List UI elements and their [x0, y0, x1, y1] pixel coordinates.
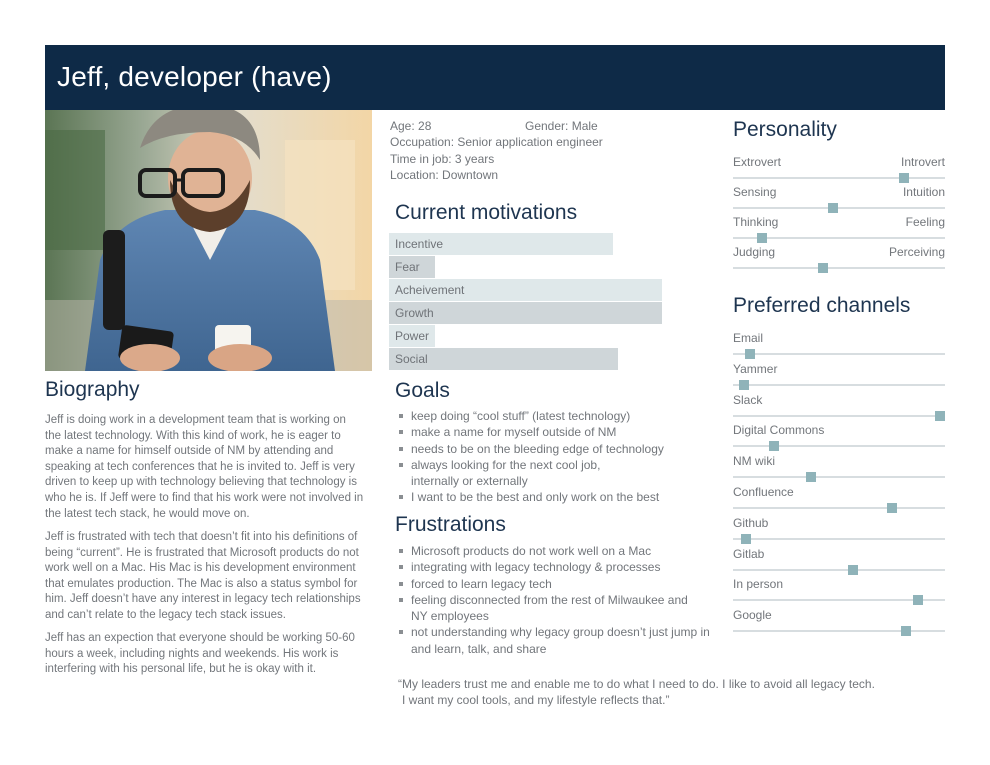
biography-paragraph: Jeff has an expection that everyone should be working 50-60 hours a week, including nights and weekends. His work is interfering with his personal life, but he is okay with it. [45, 632, 355, 676]
slider-knob [769, 441, 779, 451]
slider-label-right: Intuition [902, 185, 945, 199]
slider-thinking-feeling [733, 215, 945, 249]
quote-line: “My leaders trust me and enable me to do what I need to do. I like to avoid all legacy tech. [398, 677, 875, 691]
slider-label: Extrovert [733, 155, 782, 169]
slider-track [733, 353, 945, 355]
motivation-label: Social [395, 352, 428, 366]
persona-header [45, 45, 945, 110]
slider-knob [828, 203, 838, 213]
slider-label: Judging [733, 245, 776, 259]
slider-knob [899, 173, 909, 183]
slider-knob [757, 233, 767, 243]
slider-track [733, 630, 945, 632]
goal-item: keep doing “cool stuff” (latest technology) [395, 408, 695, 424]
slider-label: Google [733, 608, 772, 623]
slider-label: Digital Commons [733, 423, 825, 438]
motivation-bar-growth [389, 302, 662, 324]
slider-track [733, 476, 945, 478]
slider-label: Gitlab [733, 546, 765, 561]
goal-item: make a name for myself outside of NM [395, 424, 695, 440]
slider-track [733, 569, 945, 571]
slider-sensing-intuition [733, 185, 945, 219]
slider-digital-commons [733, 423, 945, 457]
slider-knob [741, 534, 751, 544]
frustrations-title: Frustrations [395, 513, 506, 536]
motivation-label: Fear [395, 260, 420, 274]
slider-track [733, 384, 945, 386]
slider-track [733, 507, 945, 509]
slider-github [733, 516, 945, 550]
slider-google [733, 608, 945, 642]
slider-track [733, 207, 945, 209]
slider-label-right: Perceiving [888, 245, 945, 259]
motivation-bar-fear [389, 256, 435, 278]
frustration-item: Microsoft products do not work well on a Mac [395, 543, 710, 559]
motivation-label: Acheivement [395, 283, 465, 297]
slider-label: Thinking [733, 215, 779, 229]
slider-knob [935, 411, 945, 421]
persona-title: Jeff, developer (have) [57, 61, 332, 92]
slider-knob [739, 380, 749, 390]
goal-item: I want to be the best and only work on the best [395, 489, 695, 505]
slider-label: NM wiki [733, 454, 775, 469]
motivation-bar-incentive [389, 233, 613, 255]
motivation-label: Incentive [395, 237, 444, 251]
personality-title: Personality [733, 118, 837, 141]
goal-item: always looking for the next cool job, internally or externally [395, 457, 641, 490]
motivation-bar-acheivement [389, 279, 662, 301]
frustration-item: integrating with legacy technology & processes [395, 559, 710, 575]
motivation-label: Growth [395, 306, 434, 320]
slider-label-right: Introvert [900, 155, 945, 169]
slider-nm-wiki [733, 454, 945, 488]
frustration-item: feeling disconnected from the rest of Milwaukee and NY employees [395, 592, 701, 625]
slider-knob [818, 263, 828, 273]
channels-title: Preferred channels [733, 294, 911, 317]
biography-title: Biography [45, 378, 140, 401]
slider-knob [913, 595, 923, 605]
slider-knob [848, 565, 858, 575]
biography-paragraph: Jeff is frustrated with tech that doesn’t fit into his definitions of being “current”. He is frustrated that Microsoft products do not work well on a Mac. His Mac is his development environment that emulates production. The Mac is also a status symbol for him. Jeff doesn’t have any interest in legacy tech relationships and can’t relate to the legacy tech stack issues. [45, 531, 361, 621]
slider-track [733, 538, 945, 540]
slider-extrovert-introvert [733, 155, 945, 189]
occupation-text: Occupation: Senior application engineer [390, 135, 603, 149]
goal-item: needs to be on the bleeding edge of technology [395, 441, 695, 457]
motivations-title: Current motivations [395, 201, 578, 224]
persona-quote [398, 676, 875, 709]
slider-label: In person [733, 577, 784, 592]
goals-title: Goals [395, 379, 450, 402]
slider-knob [901, 626, 911, 636]
frustration-item: not understanding why legacy group doesn’t just jump in and learn, talk, and share [395, 624, 711, 657]
slider-gitlab [733, 547, 945, 581]
persona-photo [45, 110, 372, 371]
slider-label: Confluence [733, 485, 794, 499]
slider-judging-perceiving [733, 245, 945, 279]
location-text: Location: Downtown [390, 168, 499, 182]
slider-label: Github [733, 515, 769, 530]
slider-track [733, 267, 945, 269]
goals-list [395, 408, 695, 506]
motivation-label: Power [395, 329, 430, 343]
quote-line: I want my cool tools, and my lifestyle reflects that.” [402, 693, 670, 708]
slider-label: Yammer [733, 361, 778, 376]
frustrations-list [395, 543, 710, 657]
age-text: Age: 28 [390, 119, 432, 133]
persona-photo-illustration [45, 110, 372, 371]
slider-label: Sensing [733, 185, 777, 199]
slider-label-right: Feeling [905, 215, 945, 229]
slider-slack [733, 393, 945, 427]
slider-track [733, 177, 945, 179]
slider-yammer [733, 362, 945, 396]
biography-paragraph: Jeff is doing work in a development team that is working on the latest technology. With this kind of work, he is eager to make a name for himself outside of NM by attending and speaking at tech conferences that he is invited to. Jeff is very driven to keep up with technology believing that technology is who he is. If Jeff were to find that his work were not involved in the latest tech stack, he would move on. [45, 414, 364, 520]
slider-confluence [733, 485, 945, 519]
motivation-bar-power [389, 325, 435, 347]
frustration-item: forced to learn legacy tech [395, 576, 710, 592]
slider-knob [806, 472, 816, 482]
slider-knob [745, 349, 755, 359]
time-in-job-text: Time in job: 3 years [390, 152, 495, 166]
motivation-bar-social [389, 348, 618, 370]
gender-text: Gender: Male [525, 119, 598, 133]
slider-track [733, 415, 945, 417]
slider-knob [887, 503, 897, 513]
slider-label: Email [733, 331, 764, 345]
slider-track [733, 445, 945, 447]
slider-label: Slack [733, 392, 763, 407]
slider-email [733, 331, 945, 365]
slider-in-person [733, 577, 945, 611]
